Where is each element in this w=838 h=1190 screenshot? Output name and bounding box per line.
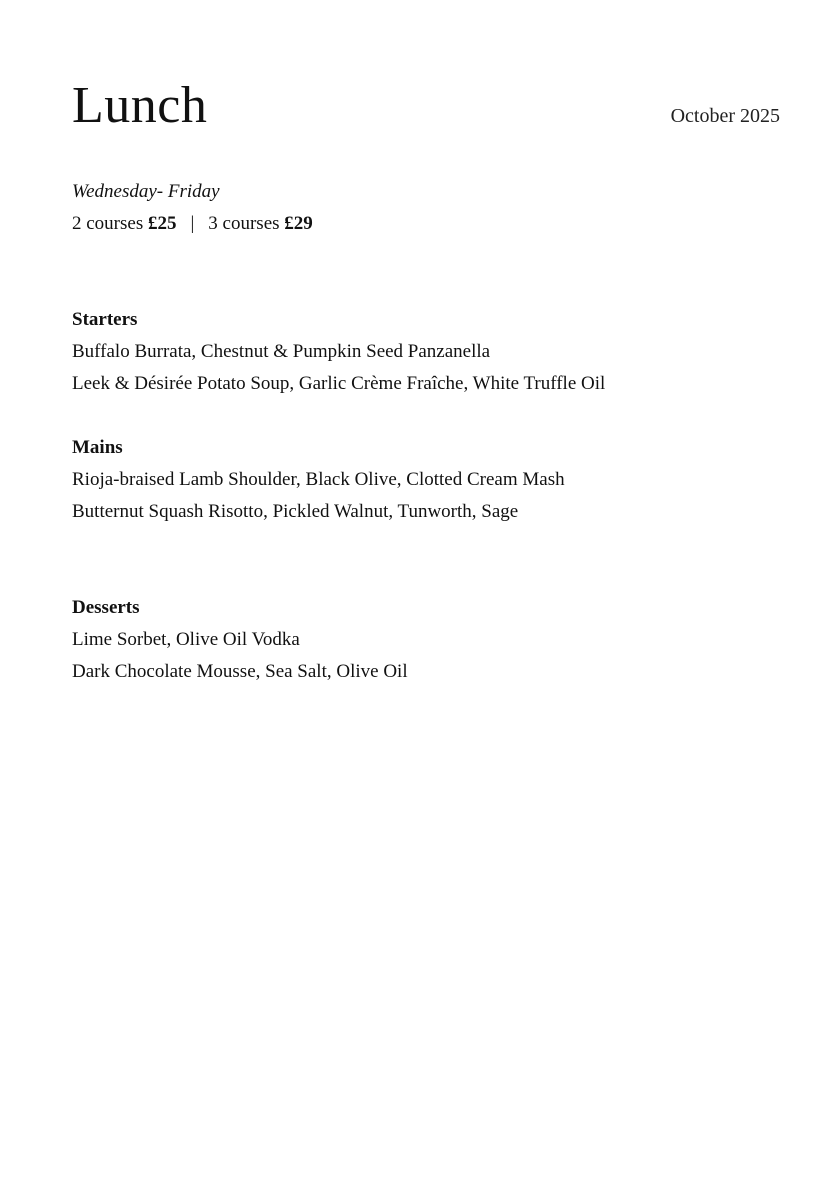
- menu-item: Leek & Désirée Potato Soup, Garlic Crème Fraîche, White Truffle Oil: [72, 373, 606, 394]
- price-separator: |: [190, 213, 195, 234]
- menu-item: Rioja-braised Lamb Shoulder, Black Olive, Clotted Cream Mash: [72, 469, 565, 490]
- three-courses-label: 3 courses: [208, 213, 280, 234]
- menu-item-list: [72, 624, 408, 688]
- service-days: Wednesday- Friday: [72, 181, 220, 202]
- menu-date: October 2025: [670, 105, 780, 127]
- section-title: Starters: [72, 309, 138, 330]
- page-title: Lunch: [72, 77, 208, 134]
- section-mains: [72, 432, 565, 528]
- section-desserts: [72, 592, 408, 688]
- section-title: Mains: [72, 437, 123, 458]
- menu-item: Buffalo Burrata, Chestnut & Pumpkin Seed Panzanella: [72, 341, 491, 362]
- pricing-line: [72, 210, 313, 238]
- two-courses-label: 2 courses: [72, 213, 144, 234]
- menu-item: Butternut Squash Risotto, Pickled Walnut, Tunworth, Sage: [72, 501, 519, 522]
- section-title: Desserts: [72, 597, 140, 618]
- section-starters: [72, 304, 605, 400]
- menu-item: Lime Sorbet, Olive Oil Vodka: [72, 629, 300, 650]
- menu-item-list: [72, 464, 565, 528]
- two-courses-price: £25: [147, 213, 177, 234]
- menu-item: Dark Chocolate Mousse, Sea Salt, Olive Oil: [72, 661, 408, 682]
- menu-item-list: [72, 336, 605, 400]
- three-courses-price: £29: [284, 213, 313, 234]
